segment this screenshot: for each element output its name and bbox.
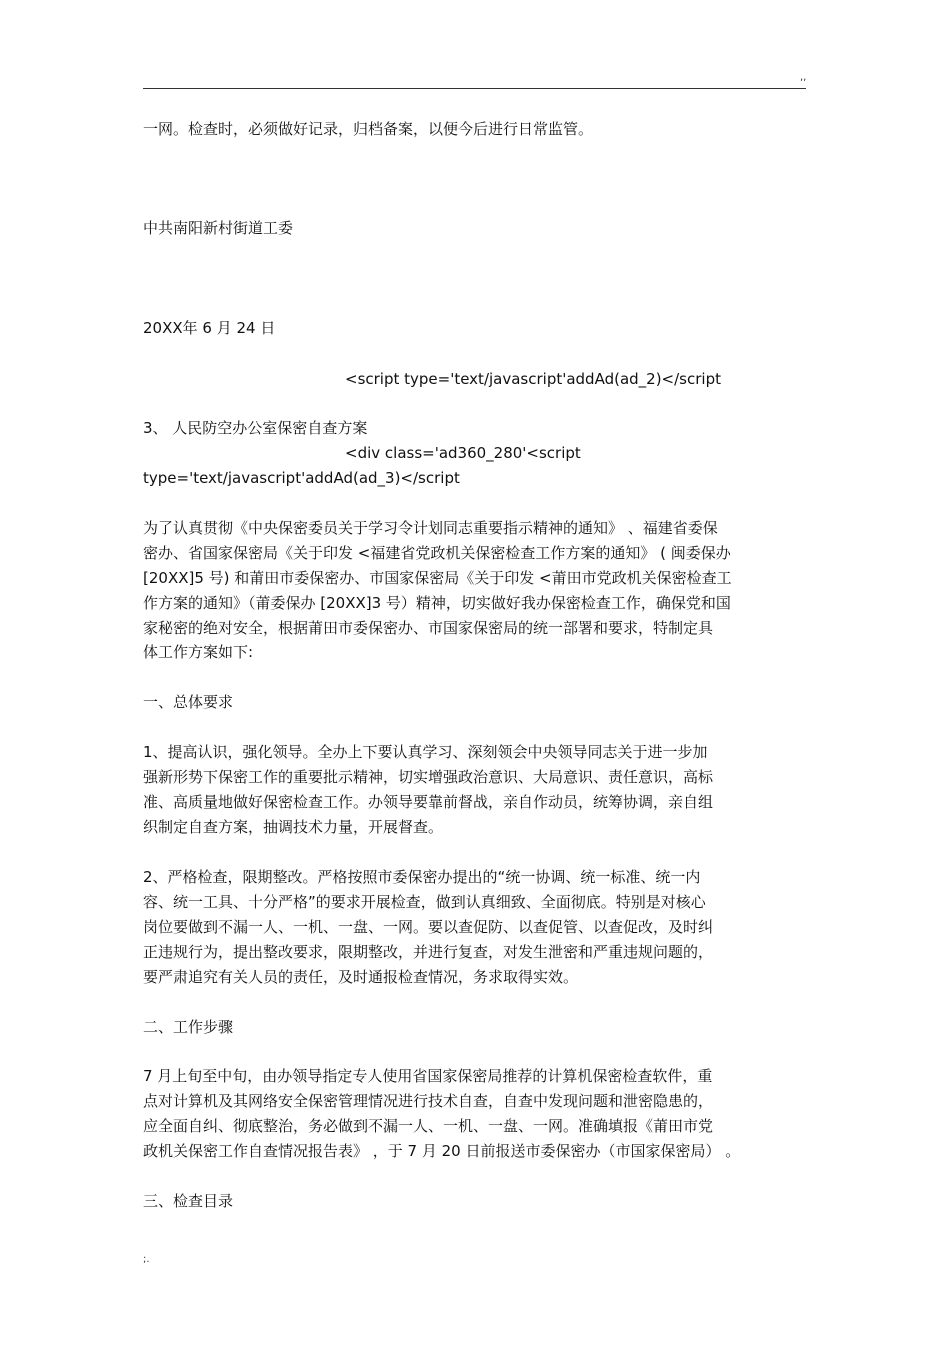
paragraph-line: 织制定自查方案，抽调技术力量，开展督查。 [143, 818, 444, 836]
paragraph-line: 强新形势下保密工作的重要批示精神，切实增强政治意识、大局意识、责任意识，高标 [143, 768, 714, 786]
signature-org: 中共南阳新村街道工委 [143, 219, 294, 237]
intro-line: [20XX]5 号) 和莆田市委保密办、市国家保密局《关于印发 <莆田市党政机关保密检查工 [143, 569, 732, 587]
intro-line: 家秘密的绝对安全，根据莆田市委保密办、市国家保密局的统一部署和要求，特制定具 [143, 619, 714, 637]
paragraph-line: 容、统一工具、十分严格”的要求开展检查，做到认真细致、全面彻底。特别是对核心 [143, 893, 706, 911]
paragraph-line: 政机关保密工作自查情况报告表》 ，于 7 月 20 日前报送市委保密办（市国家保密局） 。 [143, 1142, 741, 1160]
paragraph-line: 要严肃追究有关人员的责任，及时通报检查情况，务求取得实效。 [143, 968, 579, 986]
script-text-1: <script type='text/javascript'addAd(ad_2)</script [345, 370, 721, 388]
header-rule [143, 88, 806, 89]
heading-general-requirements: 一、总体要求 [143, 693, 234, 711]
paragraph-line: 7 月上旬至中旬，由办领导指定专人使用省国家保密局推荐的计算机保密检查软件，重 [143, 1067, 713, 1085]
paragraph-line: 岗位要做到不漏一人、一机、一盘、一网。要以查促防、以查促管、以查促改，及时纠 [143, 918, 714, 936]
paragraph-line: 正违规行为，提出整改要求，限期整改，并进行复查，对发生泄密和严重违规问题的， [143, 943, 714, 961]
intro-line: 作方案的通知》（莆委保办 [20XX]3 号）精神，切实做好我办保密检查工作，确保党和国 [143, 594, 731, 612]
script-text-2b: type='text/javascript'addAd(ad_3)</script [143, 469, 460, 487]
paragraph-line: 1、提高认识，强化领导。全办上下要认真学习、深刻领会中央领导同志关于进一步加 [143, 743, 708, 761]
heading-checklist: 三、检查目录 [143, 1192, 234, 1210]
intro-line: 密办、省国家保密局《关于印发 <福建省党政机关保密检查工作方案的通知》 ( 闽委保办 [143, 544, 731, 562]
paragraph-line: 应全面自纠、彻底整治，务必做到不漏一人、一机、一盘、一网。准确填报《莆田市党 [143, 1117, 714, 1135]
footer-mark: ;. [143, 1254, 150, 1265]
script-text-2a: <div class='ad360_280'<script [345, 444, 581, 462]
header-mark: ,, [800, 72, 807, 83]
paragraph-line: 2、严格检查，限期整改。严格按照市委保密办提出的“统一协调、统一标准、统一内 [143, 868, 701, 886]
paragraph-line: 准、高质量地做好保密检查工作。办领导要靠前督战，亲自作动员，统筹协调，亲自组 [143, 793, 714, 811]
heading-work-steps: 二、工作步骤 [143, 1018, 234, 1036]
paragraph-line: 点对计算机及其网络安全保密管理情况进行技术自查，自查中发现问题和泄密隐患的， [143, 1092, 714, 1110]
signature-date: 20XX年 6 月 24 日 [143, 319, 276, 337]
intro-line: 为了认真贯彻《中央保密委员关于学习令计划同志重要指示精神的通知》 、福建省委保 [143, 519, 718, 537]
continued-line: 一网。检查时，必须做好记录，归档备案，以便今后进行日常监管。 [143, 120, 594, 138]
section-title: 3、 人民防空办公室保密自查方案 [143, 419, 368, 437]
intro-line: 体工作方案如下: [143, 643, 254, 661]
